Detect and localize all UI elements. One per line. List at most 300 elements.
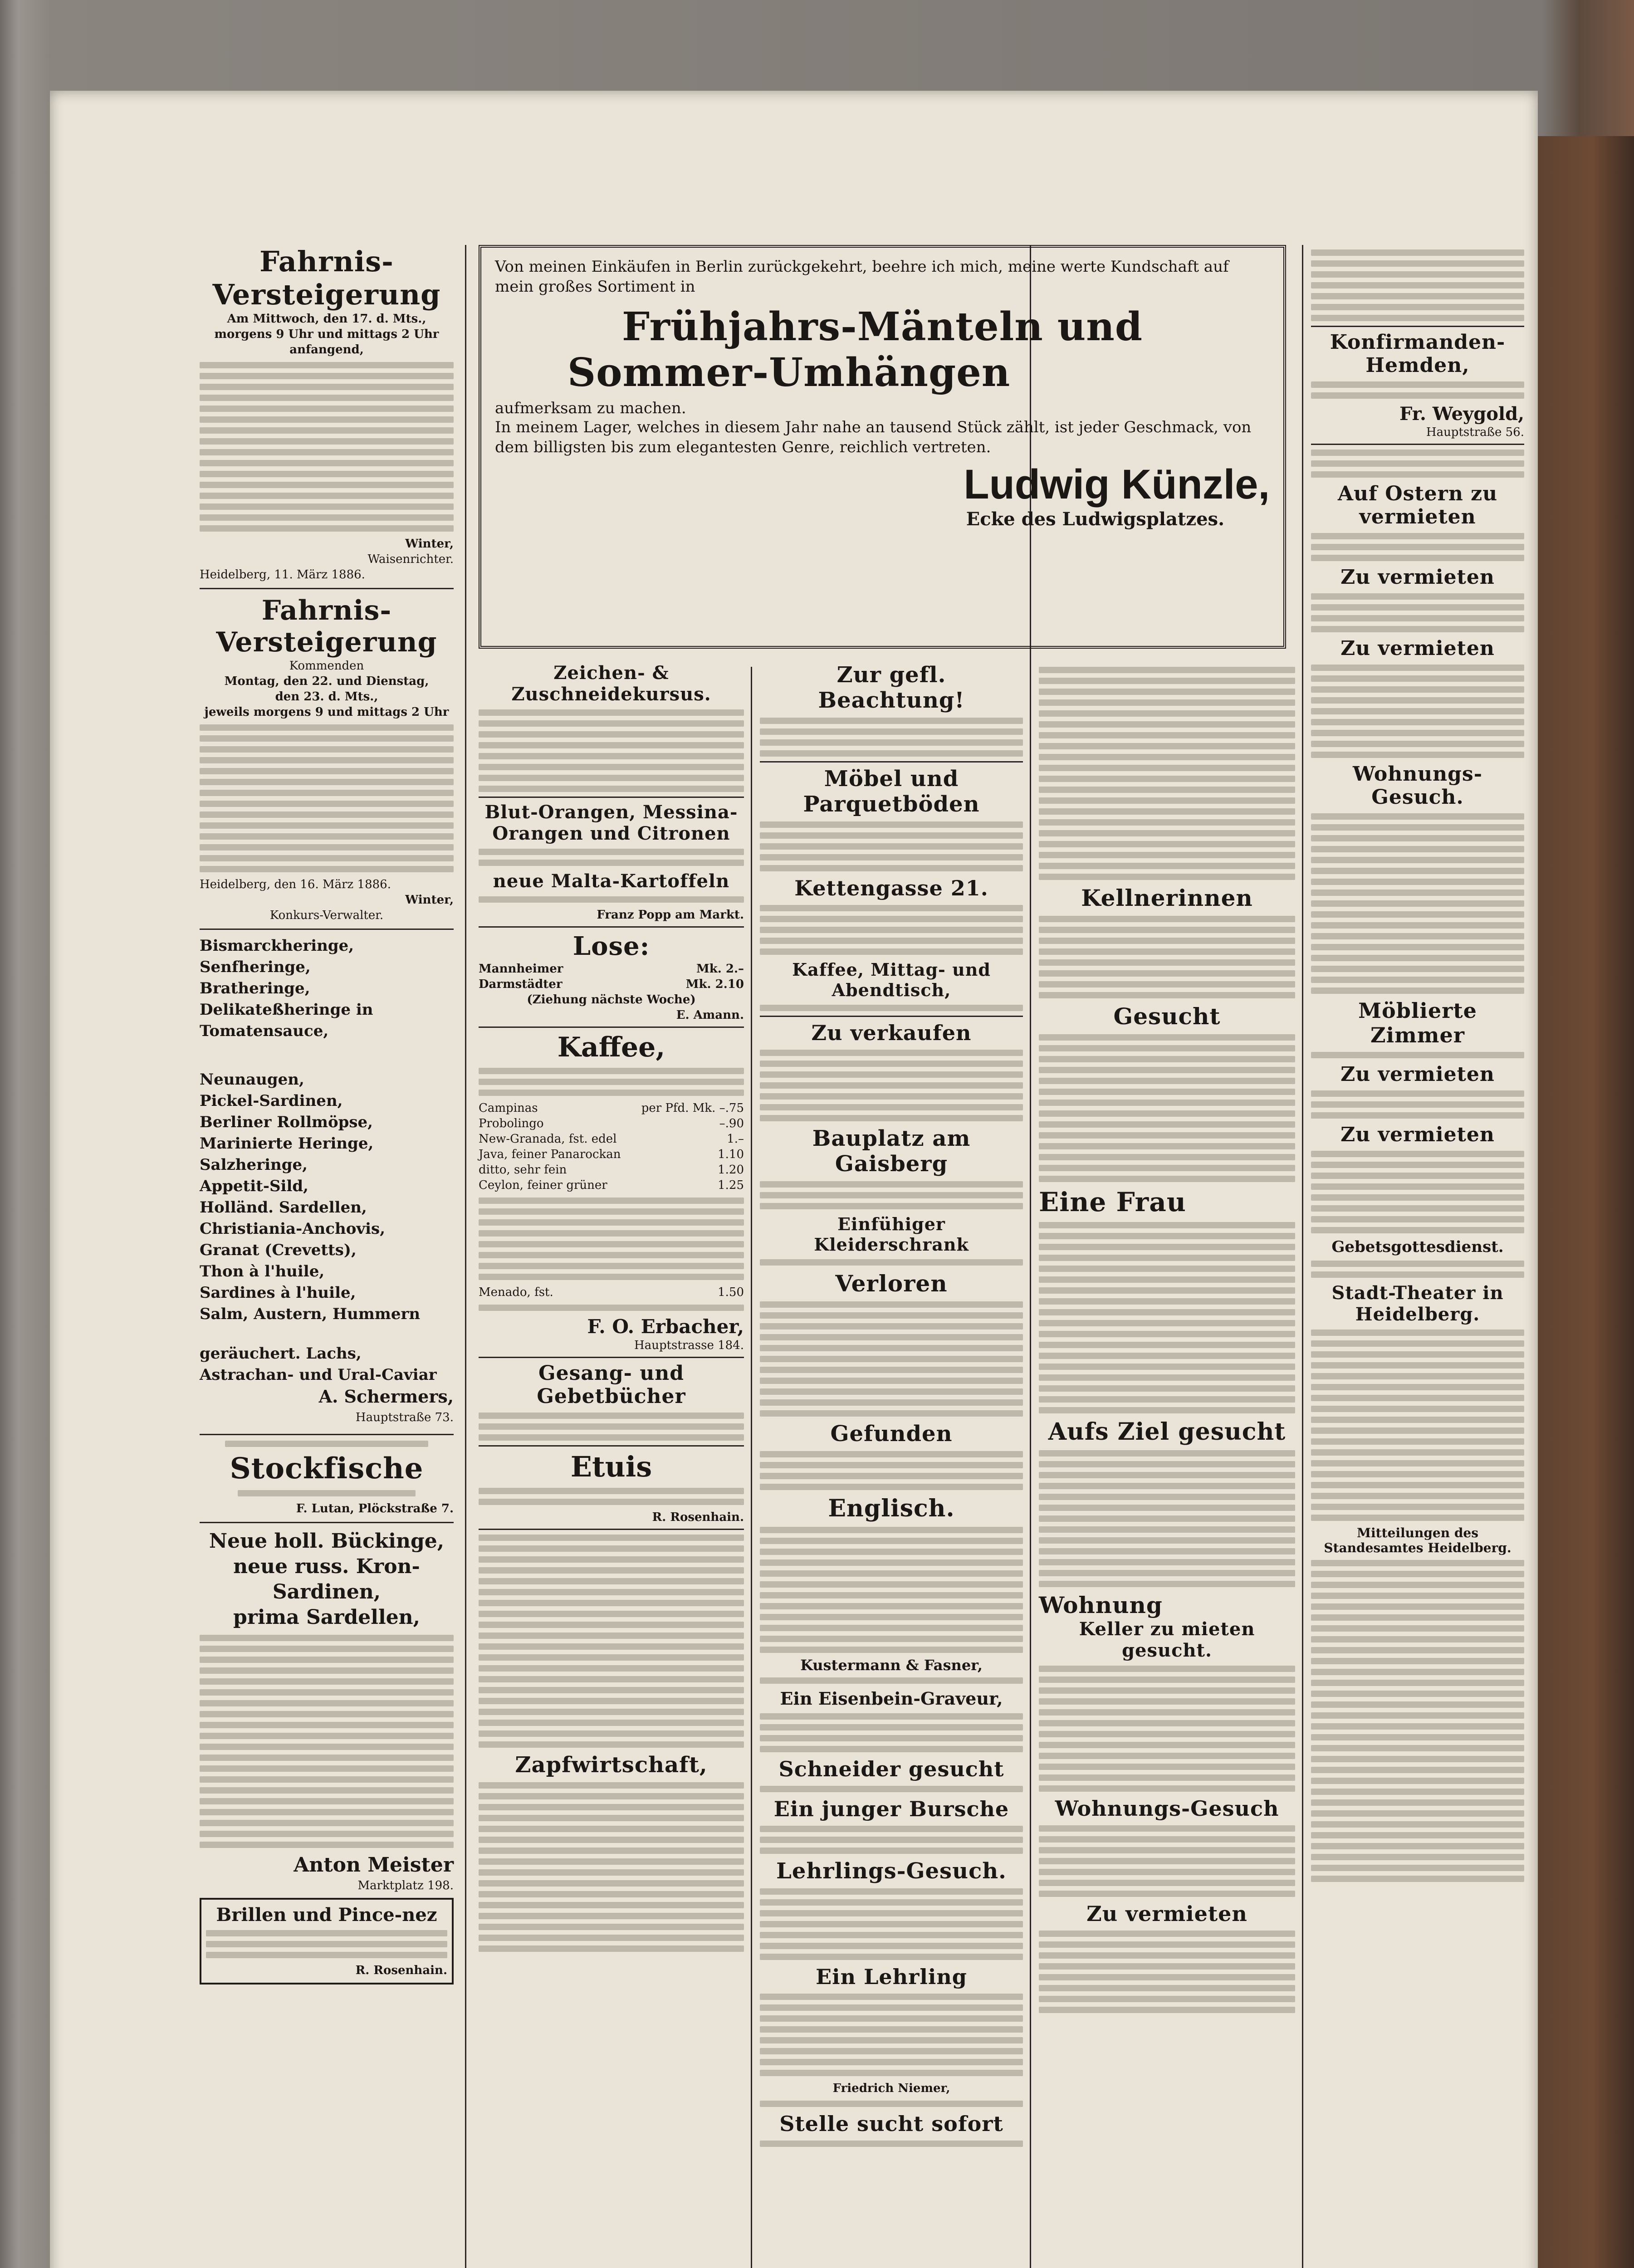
text-line-placeholder	[200, 1755, 454, 1761]
text-line-placeholder	[479, 1665, 744, 1672]
text-line-placeholder	[1311, 1614, 1524, 1621]
text-line-placeholder	[479, 720, 744, 727]
ad-signature-role: Waisenrichter.	[367, 552, 454, 566]
text-line-placeholder	[1039, 1952, 1295, 1959]
divider	[1311, 326, 1524, 327]
text-line-placeholder	[1039, 1364, 1295, 1370]
column-3	[760, 662, 1023, 2151]
text-line-placeholder	[1311, 282, 1524, 288]
text-line-placeholder	[1039, 1963, 1295, 1970]
text-line-placeholder	[1039, 1731, 1295, 1737]
text-line-placeholder	[225, 1441, 428, 1447]
herring-ad	[200, 1529, 454, 1893]
text-line-placeholder	[200, 790, 454, 796]
text-line-placeholder	[200, 1798, 454, 1804]
fahrnis-ad-2	[200, 595, 454, 923]
text-line-placeholder	[760, 1115, 1023, 1121]
text-line-placeholder	[1039, 1494, 1295, 1500]
text-line-placeholder	[479, 1720, 744, 1726]
text-line-placeholder	[200, 801, 454, 807]
ad-date: Heidelberg, den 16. März 1886.	[200, 878, 391, 891]
text-line-placeholder	[479, 1848, 744, 1854]
text-line-placeholder	[1311, 1778, 1524, 1784]
text-line-placeholder	[1311, 1723, 1524, 1730]
text-line-placeholder	[1311, 1162, 1524, 1168]
text-line-placeholder	[1311, 315, 1524, 321]
text-line-placeholder	[1311, 1090, 1524, 1097]
text-line-placeholder	[479, 1730, 744, 1737]
text-line-placeholder	[479, 1079, 744, 1085]
column-1	[200, 245, 454, 1984]
kaffee-price: per Pfd. Mk. –.75	[641, 1101, 744, 1115]
text-line-placeholder	[200, 833, 454, 840]
text-line-placeholder	[1039, 1034, 1295, 1041]
text-line-placeholder	[200, 1657, 454, 1663]
text-line-placeholder	[1039, 1677, 1295, 1683]
text-line-placeholder	[200, 482, 454, 488]
text-line-placeholder	[1039, 1143, 1295, 1149]
ad-title: Gesang- und Gebetbücher	[537, 1362, 686, 1408]
fish-item: Senfheringe,	[200, 958, 311, 976]
kaffee-row	[479, 1178, 744, 1193]
text-line-placeholder	[479, 764, 744, 770]
text-line-placeholder	[479, 1815, 744, 1821]
text-line-placeholder	[1311, 933, 1524, 939]
fish-item: Astrachan- und Ural-Caviar	[200, 1366, 437, 1384]
text-line-placeholder	[479, 1219, 744, 1226]
kaffee-row	[479, 1116, 744, 1131]
text-line-placeholder	[1311, 708, 1524, 714]
text-line-placeholder	[760, 1910, 1023, 1916]
text-line-placeholder	[1311, 1647, 1524, 1653]
ad-title: Eine Frau	[1039, 1187, 1186, 1217]
text-line-placeholder	[1311, 1712, 1524, 1719]
text-line-placeholder	[760, 1050, 1023, 1056]
ad-title: Kettengasse 21.	[794, 876, 988, 900]
text-line-placeholder	[479, 860, 744, 866]
ad-title: Stelle sucht sofort	[779, 2112, 1003, 2136]
text-line-placeholder	[1039, 1858, 1295, 1864]
ad-line: Montag, den 22. und Dienstag,	[224, 675, 429, 688]
text-line-placeholder	[200, 1700, 454, 1706]
text-line-placeholder	[200, 438, 454, 445]
text-line-placeholder	[1039, 1320, 1295, 1326]
text-line-placeholder	[760, 2048, 1023, 2054]
text-line-placeholder	[1039, 1374, 1295, 1381]
text-line-placeholder	[760, 1484, 1023, 1490]
divider	[200, 1434, 454, 1435]
text-line-placeholder	[1039, 1396, 1295, 1403]
text-line-placeholder	[1311, 1151, 1524, 1157]
text-line-placeholder	[1039, 689, 1295, 695]
text-line-placeholder	[479, 1413, 744, 1419]
text-line-placeholder	[760, 1356, 1023, 1362]
text-line-placeholder	[1039, 938, 1295, 944]
text-line-placeholder	[760, 2037, 1023, 2043]
kaffee-row	[479, 1100, 744, 1116]
text-line-placeholder	[1311, 1471, 1524, 1477]
lose-name: Mannheimer	[479, 962, 563, 976]
text-line-placeholder	[760, 718, 1023, 724]
text-line-placeholder	[1039, 1132, 1295, 1139]
text-line-placeholder	[1039, 1045, 1295, 1051]
text-line-placeholder	[1039, 830, 1295, 836]
text-line-placeholder	[760, 1462, 1023, 1468]
text-line-placeholder	[1039, 1785, 1295, 1792]
text-line-placeholder	[1039, 1526, 1295, 1533]
text-line-placeholder	[479, 742, 744, 748]
kaffee-name: Menado, fst.	[479, 1286, 553, 1299]
text-line-placeholder	[760, 1746, 1023, 1752]
ad-title: Konfirmanden-Hemden,	[1330, 331, 1506, 377]
text-line-placeholder	[206, 1930, 447, 1936]
text-line-placeholder	[1311, 730, 1524, 736]
text-line-placeholder	[760, 1301, 1023, 1308]
ad-line: anfangend,	[289, 343, 364, 357]
ad-signature: R. Rosenhain.	[355, 1964, 447, 1977]
text-line-placeholder	[479, 1263, 744, 1269]
text-line-placeholder	[1039, 1309, 1295, 1315]
text-line-placeholder	[1311, 1560, 1524, 1566]
text-line-placeholder	[1039, 1342, 1295, 1348]
ad-date: Heidelberg, 11. März 1886.	[200, 568, 365, 582]
text-line-placeholder	[1311, 1271, 1524, 1278]
text-line-placeholder	[1039, 1505, 1295, 1511]
text-line-placeholder	[1311, 293, 1524, 299]
text-line-placeholder	[200, 1667, 454, 1674]
text-line-placeholder	[1311, 1636, 1524, 1642]
text-line-placeholder	[1311, 1395, 1524, 1401]
text-line-placeholder	[1311, 1789, 1524, 1795]
text-line-placeholder	[479, 1535, 744, 1541]
text-line-placeholder	[1039, 841, 1295, 847]
text-line-placeholder	[1039, 721, 1295, 728]
fish-item: Delikateßheringe in Tomatensauce,	[200, 1001, 373, 1040]
text-line-placeholder	[1039, 1331, 1295, 1337]
text-line-placeholder	[200, 855, 454, 861]
text-line-placeholder	[1039, 1233, 1295, 1239]
text-line-placeholder	[1039, 765, 1295, 771]
ad-title: Wohnung	[1039, 1592, 1163, 1618]
text-line-placeholder	[760, 1323, 1023, 1330]
text-line-placeholder	[479, 1578, 744, 1584]
text-line-placeholder	[760, 1367, 1023, 1373]
text-line-placeholder	[479, 1090, 744, 1096]
text-line-placeholder	[1311, 1625, 1524, 1632]
kaffee-row	[479, 1162, 744, 1178]
text-line-placeholder	[1311, 1362, 1524, 1369]
ad-signature: Winter,	[405, 893, 454, 907]
text-line-placeholder	[760, 854, 1023, 860]
text-line-placeholder	[760, 1848, 1023, 1854]
text-line-placeholder	[1311, 686, 1524, 693]
text-line-placeholder	[1311, 304, 1524, 310]
text-line-placeholder	[479, 1782, 744, 1789]
text-line-placeholder	[479, 1924, 744, 1930]
text-line-placeholder	[479, 1198, 744, 1204]
text-line-placeholder	[1311, 593, 1524, 600]
text-line-placeholder	[1311, 1482, 1524, 1488]
text-line-placeholder	[479, 1600, 744, 1606]
ad-line: den 23. d. Mts.,	[275, 690, 378, 704]
text-line-placeholder	[760, 2141, 1023, 2147]
text-line-placeholder	[1311, 1194, 1524, 1201]
lose-price: Mk. 2.–	[696, 962, 744, 976]
text-line-placeholder	[1311, 471, 1524, 478]
text-line-placeholder	[1039, 1056, 1295, 1062]
text-line-placeholder	[760, 1735, 1023, 1741]
text-line-placeholder	[760, 1647, 1023, 1653]
text-line-placeholder	[760, 916, 1023, 922]
text-line-placeholder	[1039, 927, 1295, 933]
text-line-placeholder	[1311, 1112, 1524, 1119]
text-line-placeholder	[760, 1636, 1023, 1642]
text-line-placeholder	[1311, 857, 1524, 863]
text-line-placeholder	[1311, 1052, 1524, 1058]
ad-title: Fahrnis-Versteigerung	[216, 595, 437, 658]
text-line-placeholder	[479, 1793, 744, 1799]
text-line-placeholder	[1311, 1330, 1524, 1336]
kuenzle-ad	[479, 245, 1286, 649]
text-line-placeholder	[479, 786, 744, 792]
ad-line: Am Mittwoch, den 17. d. Mts.,	[227, 312, 426, 326]
fish-item: Christiania-Anchovis,	[200, 1220, 386, 1238]
ad-address: Hauptstraße 73.	[355, 1411, 454, 1424]
text-line-placeholder	[1311, 1658, 1524, 1664]
text-line-placeholder	[479, 1241, 744, 1247]
text-line-placeholder	[1311, 1832, 1524, 1838]
text-line-placeholder	[1311, 944, 1524, 950]
ad-title: Einfühiger Kleiderschrank	[814, 1214, 969, 1255]
text-line-placeholder	[760, 1899, 1023, 1906]
ad-signature: Kustermann & Fasner,	[800, 1657, 983, 1674]
ad-address: Marktplatz 198.	[357, 1879, 454, 1892]
ad-title: neue Malta-Kartoffeln	[493, 870, 730, 892]
text-line-placeholder	[1311, 1504, 1524, 1510]
text-line-placeholder	[200, 1635, 454, 1641]
text-line-placeholder	[238, 1490, 416, 1496]
text-line-placeholder	[1311, 697, 1524, 704]
text-line-placeholder	[760, 1625, 1023, 1631]
text-line-placeholder	[479, 1858, 744, 1865]
text-line-placeholder	[200, 844, 454, 850]
text-line-placeholder	[200, 1831, 454, 1837]
fish-item: Appetit-Sild,	[200, 1177, 308, 1195]
text-line-placeholder	[1311, 1767, 1524, 1773]
text-line-placeholder	[479, 1611, 744, 1617]
text-line-placeholder	[200, 866, 454, 872]
text-line-placeholder	[1039, 1483, 1295, 1489]
text-line-placeholder	[1311, 1582, 1524, 1588]
text-line-placeholder	[1311, 1438, 1524, 1445]
ad-title: Ein junger Bursche	[773, 1797, 1009, 1821]
kaffee-name: ditto, sehr fein	[479, 1163, 567, 1177]
text-line-placeholder	[1311, 1205, 1524, 1212]
text-line-placeholder	[1039, 1255, 1295, 1261]
text-line-placeholder	[200, 746, 454, 753]
text-line-placeholder	[1311, 1340, 1524, 1347]
column-5	[1311, 245, 1524, 1887]
text-line-placeholder	[1039, 808, 1295, 815]
text-line-placeholder	[1311, 665, 1524, 671]
text-line-placeholder	[760, 1786, 1023, 1792]
text-line-placeholder	[1311, 1460, 1524, 1466]
column-rule	[751, 667, 752, 2268]
ad-title: Ein Eisenbein-Graveur,	[780, 1688, 1003, 1709]
text-line-placeholder	[479, 1935, 744, 1941]
column-rule	[1302, 245, 1303, 2268]
divider	[200, 1522, 454, 1523]
text-line-placeholder	[479, 1274, 744, 1280]
text-line-placeholder	[1039, 776, 1295, 782]
text-line-placeholder	[760, 938, 1023, 944]
text-line-placeholder	[200, 362, 454, 368]
ad-title: Kaffee,	[557, 1031, 665, 1063]
text-line-placeholder	[1311, 1854, 1524, 1860]
ad-signature: Franz Popp am Markt.	[597, 908, 744, 922]
column-2	[479, 662, 744, 1956]
text-line-placeholder	[1311, 824, 1524, 831]
ad-title: Wohnungs-Gesuch.	[1353, 763, 1482, 809]
text-line-placeholder	[1039, 981, 1295, 987]
ad-title: Gesucht	[1113, 1003, 1221, 1030]
text-line-placeholder	[1311, 1515, 1524, 1521]
text-line-placeholder	[200, 1776, 454, 1783]
text-line-placeholder	[1039, 1974, 1295, 1980]
text-line-placeholder	[1311, 1427, 1524, 1434]
text-line-placeholder	[760, 1570, 1023, 1577]
text-line-placeholder	[200, 757, 454, 763]
text-line-placeholder	[479, 1499, 744, 1505]
text-line-placeholder	[1311, 1745, 1524, 1751]
ad-signature: Winter,	[405, 537, 454, 551]
text-line-placeholder	[479, 709, 744, 716]
text-line-placeholder	[1311, 1680, 1524, 1686]
text-line-placeholder	[1311, 1701, 1524, 1708]
kaffee-name: Ceylon, feiner grüner	[479, 1178, 607, 1192]
text-line-placeholder	[479, 1654, 744, 1661]
text-line-placeholder	[1039, 699, 1295, 706]
text-line-placeholder	[200, 406, 454, 412]
kaffee-name: New-Granada, fst. edel	[479, 1132, 617, 1146]
text-line-placeholder	[1311, 922, 1524, 929]
text-line-placeholder	[1039, 1891, 1295, 1897]
text-line-placeholder	[1311, 1493, 1524, 1499]
text-line-placeholder	[1039, 1154, 1295, 1160]
text-line-placeholder	[479, 1826, 744, 1832]
text-line-placeholder	[1311, 879, 1524, 885]
text-line-placeholder	[1039, 1266, 1295, 1272]
text-line-placeholder	[760, 1713, 1023, 1720]
text-line-placeholder	[760, 1581, 1023, 1588]
text-line-placeholder	[1311, 1571, 1524, 1577]
text-line-placeholder	[1311, 1216, 1524, 1222]
fish-ad	[200, 935, 454, 1428]
text-line-placeholder	[1311, 1691, 1524, 1697]
ad-line: morgens 9 Uhr und mittags 2 Uhr	[214, 327, 439, 341]
text-line-placeholder	[1039, 1774, 1295, 1781]
ad-title: Kaffee, Mittag- und Abendtisch,	[792, 959, 991, 1000]
ad-title: Zeichen- & Zuschneidekursus.	[511, 662, 711, 705]
text-line-placeholder	[1311, 533, 1524, 539]
ad-signature: Anton Meister	[294, 1853, 454, 1877]
text-line-placeholder	[760, 1549, 1023, 1555]
text-line-placeholder	[1311, 626, 1524, 632]
fish-item: Bratheringe,	[200, 979, 310, 997]
text-line-placeholder	[1311, 1373, 1524, 1379]
text-line-placeholder	[760, 1093, 1023, 1100]
text-line-placeholder	[1039, 1996, 1295, 2002]
divider	[479, 926, 744, 928]
box-mid: aufmerksam zu machen.	[495, 399, 686, 417]
ad-title: Zu verkaufen	[811, 1021, 972, 1045]
text-line-placeholder	[479, 896, 744, 903]
text-line-placeholder	[760, 1388, 1023, 1395]
text-line-placeholder	[1039, 1176, 1295, 1182]
kaffee-price: –.90	[719, 1117, 744, 1130]
kaffee-price: 1.–	[727, 1132, 744, 1146]
text-line-placeholder	[1039, 959, 1295, 966]
text-line-placeholder	[1039, 1110, 1295, 1117]
text-line-placeholder	[200, 525, 454, 532]
ad-title: Auf Ostern zu vermieten	[1337, 482, 1498, 528]
text-line-placeholder	[1039, 1353, 1295, 1359]
text-line-placeholder	[760, 832, 1023, 839]
ad-title: Gefunden	[830, 1421, 953, 1447]
text-line-placeholder	[200, 724, 454, 731]
fish-item: Holländ. Sardellen,	[200, 1198, 367, 1217]
text-line-placeholder	[1039, 992, 1295, 998]
text-line-placeholder	[760, 1181, 1023, 1188]
text-line-placeholder	[200, 811, 454, 818]
text-line-placeholder	[479, 1556, 744, 1563]
kaffee-name: Probolingo	[479, 1117, 544, 1130]
ad-signature: F. O. Erbacher,	[587, 1315, 744, 1338]
ad-line: Kommenden	[289, 659, 364, 673]
text-line-placeholder	[1039, 1067, 1295, 1073]
box-address: Ecke des Ludwigsplatzes.	[966, 508, 1224, 530]
text-line-placeholder	[1039, 1742, 1295, 1748]
text-line-placeholder	[1311, 987, 1524, 994]
text-line-placeholder	[479, 1488, 744, 1494]
divider	[760, 761, 1023, 763]
text-line-placeholder	[1039, 916, 1295, 922]
ad-title: Kellnerinnen	[1081, 885, 1253, 911]
text-line-placeholder	[200, 1744, 454, 1750]
text-line-placeholder	[1039, 1720, 1295, 1726]
text-line-placeholder	[1311, 604, 1524, 611]
kaffee-price: 1.20	[718, 1163, 744, 1177]
text-line-placeholder	[1039, 1548, 1295, 1554]
text-line-placeholder	[1039, 1276, 1295, 1283]
text-line-placeholder	[1039, 1709, 1295, 1716]
lose-row	[479, 977, 744, 992]
fahrnis-ad-1	[200, 245, 454, 582]
text-line-placeholder	[1311, 615, 1524, 621]
text-line-placeholder	[200, 503, 454, 510]
text-line-placeholder	[206, 1941, 447, 1947]
text-line-placeholder	[200, 460, 454, 466]
fish-item: Pickel-Sardinen,	[200, 1092, 343, 1110]
text-line-placeholder	[479, 1902, 744, 1908]
text-line-placeholder	[200, 1689, 454, 1696]
fish-item: Berliner Rollmöpse,	[200, 1113, 373, 1131]
text-line-placeholder	[760, 1837, 1023, 1843]
text-line-placeholder	[1039, 1078, 1295, 1084]
text-line-placeholder	[1039, 1298, 1295, 1305]
text-line-placeholder	[1311, 1173, 1524, 1179]
text-line-placeholder	[1311, 249, 1524, 256]
